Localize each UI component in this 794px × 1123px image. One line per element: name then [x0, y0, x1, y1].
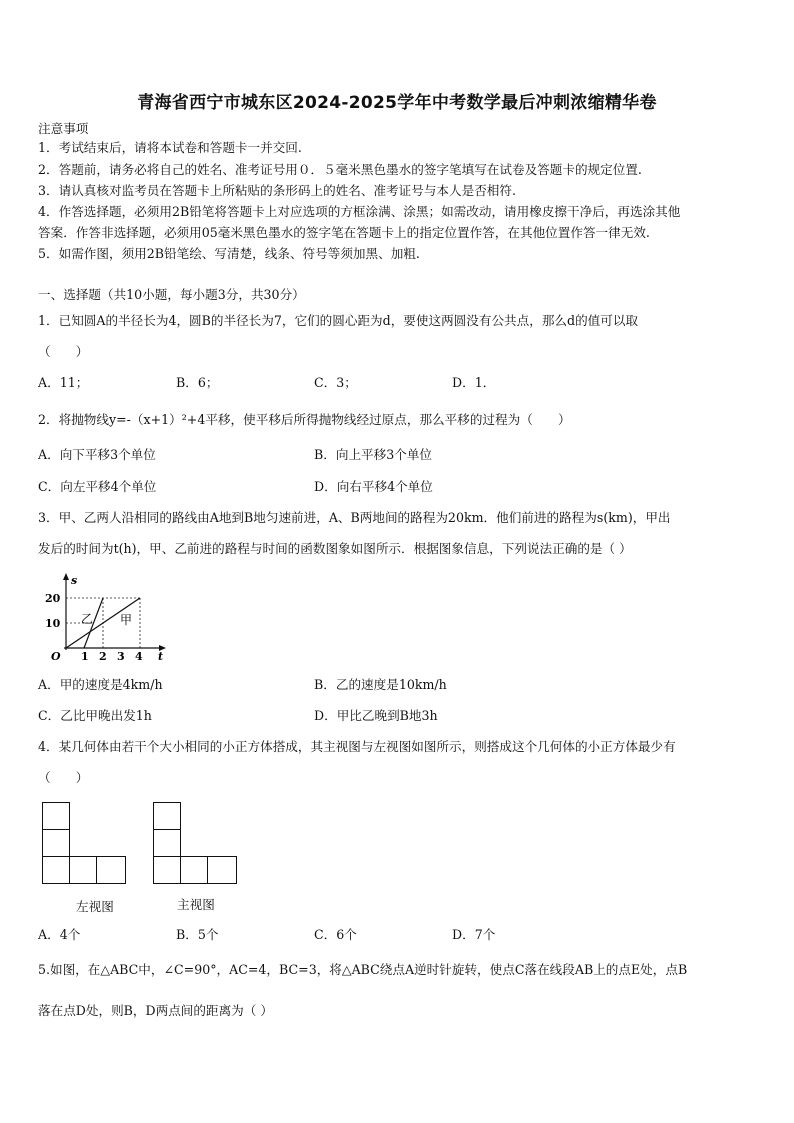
q3-option-c: C．乙比甲晚出发1h	[38, 708, 152, 723]
q3-stem-line1: 3．甲、乙两人沿相同的路线由A地到B地匀速前进，A、B两地间的路程为20km．他们前进的路程为s(km)，甲出	[38, 510, 671, 525]
q3-y-tick-10: 10	[45, 617, 61, 630]
q2-option-c: C．向左平移4个单位	[38, 479, 157, 494]
q5-stem-line2: 落在点D处，则B，D两点间的距离为（ ）	[38, 1003, 273, 1018]
q2-option-b: B．向上平移3个单位	[314, 447, 433, 462]
q3-option-d: D．甲比乙晚到B地3h	[314, 708, 438, 723]
q4-paren: （ ）	[38, 770, 89, 785]
notice-item-2: 2．答题前，请务必将自己的姓名、准考证号用０．５毫米黑色墨水的签字笔填写在试卷及答题卡的规定位置.	[38, 162, 642, 177]
q4-caption-main-view: 主视图	[177, 897, 215, 912]
notice-heading: 注意事项	[38, 121, 89, 136]
q4-option-d: D．7个	[452, 927, 496, 942]
q4-stem: 4．某几何体由若干个大小相同的小正方体搭成，其主视图与左视图如图所示，则搭成这个几何体的小正方体最少有	[38, 739, 676, 754]
q3-graph	[40, 572, 180, 664]
q3-y-tick-20: 20	[45, 592, 61, 605]
q3-label-jia: 甲	[120, 613, 133, 627]
q1-option-b: B．6；	[176, 375, 219, 390]
q3-option-a: A．甲的速度是4km/h	[38, 677, 163, 692]
q4-main-view	[153, 802, 239, 884]
q1-stem: 1．已知圆A的半径长为4，圆B的半径长为7，它们的圆心距为d，要使这两圆没有公共点，那么d的值可以取	[38, 313, 639, 328]
notice-item-5: 5．如需作图，须用2B铅笔绘、写清楚，线条、符号等须加黑、加粗.	[38, 246, 420, 261]
q1-option-a: A．11；	[38, 375, 89, 390]
q3-option-b: B．乙的速度是10km/h	[314, 677, 447, 692]
q3-x-tick-3: 3	[117, 650, 125, 663]
q2-stem: 2．将抛物线y=-（x+1）²+4平移，使平移后所得抛物线经过原点，那么平移的过程为（ ）	[38, 412, 571, 427]
q3-x-tick-1: 1	[81, 650, 89, 663]
q4-left-view	[42, 802, 128, 884]
q1-paren: （ ）	[38, 344, 89, 359]
notice-item-1: 1．考试结束后，请将本试卷和答题卡一并交回.	[38, 140, 302, 155]
q2-option-d: D．向右平移4个单位	[314, 479, 433, 494]
q4-option-c: C．6个	[314, 927, 357, 942]
section-heading: 一、选择题（共10小题，每小题3分，共30分）	[38, 287, 305, 302]
q4-option-b: B．5个	[176, 927, 219, 942]
page-title: 青海省西宁市城东区2024-2025学年中考数学最后冲刺浓缩精华卷	[137, 93, 657, 113]
q3-stem-line2: 发后的时间为t(h)，甲、乙前进的路程与时间的函数图象如图所示．根据图象信息，下列说法正确的是（ ）	[38, 541, 632, 556]
q1-option-c: C．3；	[314, 375, 357, 390]
q4-caption-left-view: 左视图	[76, 899, 114, 914]
q4-option-a: A．4个	[38, 927, 81, 942]
q5-stem-line1: 5.如图，在△ABC中，∠C=90°，AC=4，BC=3，将△ABC绕点A逆时针旋转，使点C落在线段AB上的点E处，点B	[38, 962, 688, 977]
q3-x-axis-label: t	[158, 650, 164, 663]
q3-x-tick-2: 2	[99, 650, 107, 663]
q3-y-axis-label: s	[71, 574, 78, 587]
notice-item-4-cont: 答案．作答非选择题，必须用05毫米黑色墨水的签字笔在答题卡上的指定位置作答，在其他位置作答一律无效.	[38, 225, 650, 240]
notice-item-4: 4．作答选择题，必须用2B铅笔将答题卡上对应选项的方框涂满、涂黑；如需改动，请用橡皮擦干净后，再选涂其他	[38, 204, 681, 219]
q3-origin-label: O	[51, 650, 61, 663]
q3-label-yi: 乙	[81, 612, 94, 626]
notice-item-3: 3．请认真核对监考员在答题卡上所粘贴的条形码上的姓名、准考证号与本人是否相符.	[38, 183, 516, 198]
q3-x-tick-4: 4	[135, 650, 143, 663]
q1-option-d: D．1．	[452, 375, 496, 390]
q2-option-a: A．向下平移3个单位	[38, 447, 156, 462]
